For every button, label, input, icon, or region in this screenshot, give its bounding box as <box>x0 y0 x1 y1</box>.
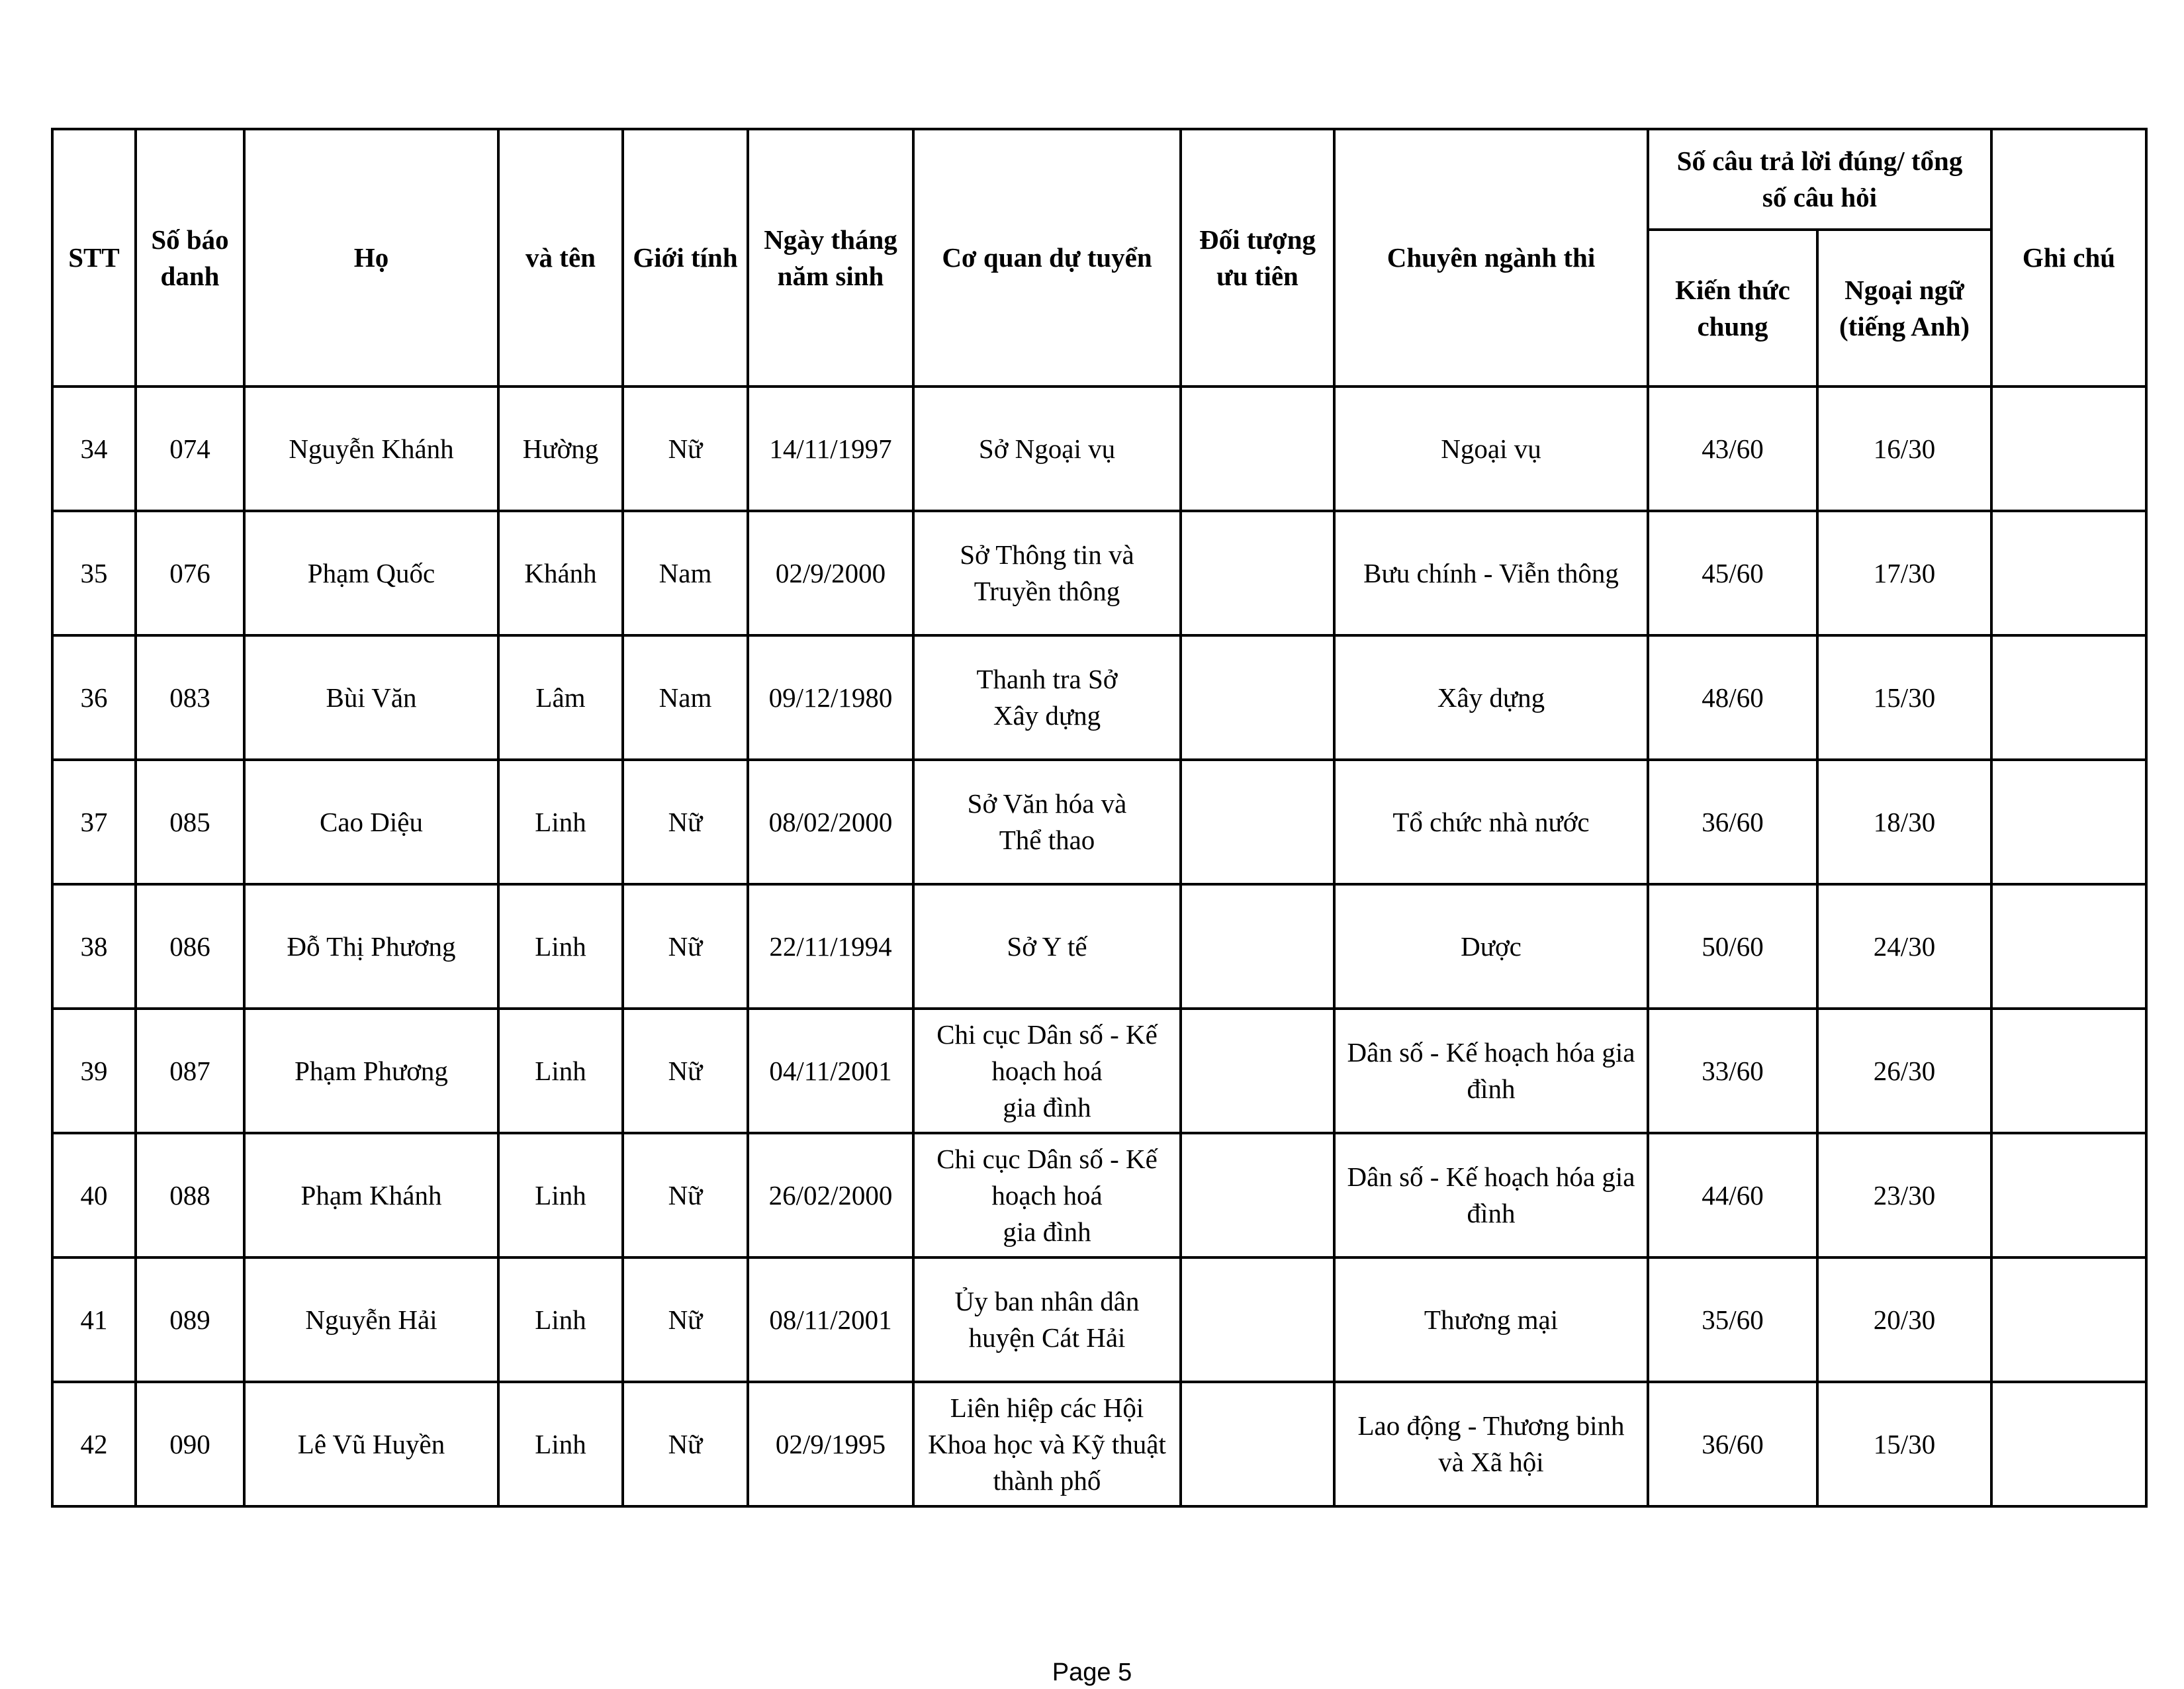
cell-ho: Phạm Quốc <box>244 511 498 635</box>
cell-kien-thuc: 43/60 <box>1648 387 1817 511</box>
cell-so-bao-danh: 090 <box>136 1382 244 1506</box>
cell-ghi-chu <box>1991 1257 2146 1382</box>
cell-doi-tuong <box>1181 635 1334 760</box>
cell-gioi-tinh: Nam <box>623 511 748 635</box>
cell-chuyen-nganh: Tổ chức nhà nước <box>1334 760 1648 884</box>
page-number: Page 5 <box>1052 1659 1132 1686</box>
header-ten: và tên <box>498 129 623 387</box>
cell-stt: 42 <box>52 1382 136 1506</box>
cell-co-quan: Sở Y tế <box>913 884 1181 1009</box>
cell-ngay-sinh: 14/11/1997 <box>748 387 913 511</box>
cell-doi-tuong <box>1181 387 1334 511</box>
cell-kien-thuc: 44/60 <box>1648 1133 1817 1257</box>
table-row <box>52 635 2146 760</box>
cell-doi-tuong <box>1181 1382 1334 1506</box>
header-doi-tuong: Đối tượng ưu tiên <box>1181 129 1334 387</box>
table-row <box>52 884 2146 1009</box>
table-row <box>52 1133 2146 1257</box>
cell-gioi-tinh: Nữ <box>623 1382 748 1506</box>
table-header <box>52 129 2146 387</box>
cell-ten: Khánh <box>498 511 623 635</box>
cell-gioi-tinh: Nữ <box>623 760 748 884</box>
cell-ngoai-ngu: 17/30 <box>1817 511 1991 635</box>
table-row <box>52 387 2146 511</box>
cell-kien-thuc: 36/60 <box>1648 760 1817 884</box>
cell-ghi-chu <box>1991 884 2146 1009</box>
header-chuyen-nganh: Chuyên ngành thi <box>1334 129 1648 387</box>
cell-ten: Hường <box>498 387 623 511</box>
cell-ho: Bùi Văn <box>244 635 498 760</box>
cell-chuyen-nganh: Bưu chính - Viễn thông <box>1334 511 1648 635</box>
cell-ten: Linh <box>498 1382 623 1506</box>
cell-ghi-chu <box>1991 1009 2146 1133</box>
cell-doi-tuong <box>1181 1009 1334 1133</box>
cell-ghi-chu <box>1991 511 2146 635</box>
header-so-bao-danh: Số báo danh <box>136 129 244 387</box>
cell-so-bao-danh: 085 <box>136 760 244 884</box>
cell-ngoai-ngu: 20/30 <box>1817 1257 1991 1382</box>
cell-stt: 34 <box>52 387 136 511</box>
cell-so-bao-danh: 089 <box>136 1257 244 1382</box>
cell-ghi-chu <box>1991 1133 2146 1257</box>
table-row <box>52 511 2146 635</box>
cell-ngoai-ngu: 18/30 <box>1817 760 1991 884</box>
cell-ten: Lâm <box>498 635 623 760</box>
cell-chuyen-nganh: Dân số - Kế hoạch hóa gia đình <box>1334 1133 1648 1257</box>
table-row <box>52 1382 2146 1506</box>
cell-so-bao-danh: 086 <box>136 884 244 1009</box>
cell-ngay-sinh: 08/11/2001 <box>748 1257 913 1382</box>
cell-doi-tuong <box>1181 760 1334 884</box>
cell-kien-thuc: 35/60 <box>1648 1257 1817 1382</box>
cell-kien-thuc: 48/60 <box>1648 635 1817 760</box>
cell-doi-tuong <box>1181 511 1334 635</box>
cell-ngoai-ngu: 15/30 <box>1817 1382 1991 1506</box>
cell-gioi-tinh: Nữ <box>623 1257 748 1382</box>
results-table <box>51 128 2148 1508</box>
table-row <box>52 1257 2146 1382</box>
cell-ngoai-ngu: 23/30 <box>1817 1133 1991 1257</box>
cell-ghi-chu <box>1991 387 2146 511</box>
table-row <box>52 760 2146 884</box>
cell-kien-thuc: 50/60 <box>1648 884 1817 1009</box>
cell-ten: Linh <box>498 760 623 884</box>
cell-ho: Phạm Phương <box>244 1009 498 1133</box>
header-gioi-tinh: Giới tính <box>623 129 748 387</box>
cell-stt: 39 <box>52 1009 136 1133</box>
cell-ho: Cao Diệu <box>244 760 498 884</box>
cell-stt: 40 <box>52 1133 136 1257</box>
cell-co-quan: Sở Văn hóa và Thể thao <box>913 760 1181 884</box>
cell-stt: 35 <box>52 511 136 635</box>
cell-ngay-sinh: 04/11/2001 <box>748 1009 913 1133</box>
cell-kien-thuc: 45/60 <box>1648 511 1817 635</box>
cell-ten: Linh <box>498 1257 623 1382</box>
cell-ten: Linh <box>498 884 623 1009</box>
cell-ngoai-ngu: 15/30 <box>1817 635 1991 760</box>
cell-co-quan: Ủy ban nhân dân huyện Cát Hải <box>913 1257 1181 1382</box>
cell-stt: 41 <box>52 1257 136 1382</box>
cell-ngoai-ngu: 24/30 <box>1817 884 1991 1009</box>
cell-ngoai-ngu: 16/30 <box>1817 387 1991 511</box>
cell-doi-tuong <box>1181 884 1334 1009</box>
cell-so-bao-danh: 076 <box>136 511 244 635</box>
cell-ho: Nguyễn Hải <box>244 1257 498 1382</box>
cell-chuyen-nganh: Lao động - Thương binh và Xã hội <box>1334 1382 1648 1506</box>
header-kien-thuc: Kiến thức chung <box>1648 230 1817 387</box>
header-ho: Họ <box>244 129 498 387</box>
header-row <box>52 129 2146 230</box>
cell-co-quan: Chi cục Dân số - Kế hoạch hoá gia đình <box>913 1009 1181 1133</box>
cell-ngay-sinh: 02/9/1995 <box>748 1382 913 1506</box>
cell-ho: Lê Vũ Huyền <box>244 1382 498 1506</box>
cell-chuyen-nganh: Dược <box>1334 884 1648 1009</box>
cell-co-quan: Liên hiệp các Hội Khoa học và Kỹ thuật thành phố <box>913 1382 1181 1506</box>
cell-ghi-chu <box>1991 635 2146 760</box>
cell-ngay-sinh: 26/02/2000 <box>748 1133 913 1257</box>
cell-ngay-sinh: 09/12/1980 <box>748 635 913 760</box>
cell-so-bao-danh: 087 <box>136 1009 244 1133</box>
cell-gioi-tinh: Nữ <box>623 1133 748 1257</box>
cell-co-quan: Sở Ngoại vụ <box>913 387 1181 511</box>
cell-chuyen-nganh: Thương mại <box>1334 1257 1648 1382</box>
cell-gioi-tinh: Nam <box>623 635 748 760</box>
cell-ho: Phạm Khánh <box>244 1133 498 1257</box>
header-ngoai-ngu: Ngoại ngữ (tiếng Anh) <box>1817 230 1991 387</box>
table-body <box>52 387 2146 1506</box>
cell-doi-tuong <box>1181 1133 1334 1257</box>
cell-gioi-tinh: Nữ <box>623 387 748 511</box>
header-ngay-sinh: Ngày tháng năm sinh <box>748 129 913 387</box>
cell-so-bao-danh: 083 <box>136 635 244 760</box>
cell-ngay-sinh: 22/11/1994 <box>748 884 913 1009</box>
cell-ngoai-ngu: 26/30 <box>1817 1009 1991 1133</box>
header-ghi-chu: Ghi chú <box>1991 129 2146 387</box>
cell-kien-thuc: 36/60 <box>1648 1382 1817 1506</box>
cell-gioi-tinh: Nữ <box>623 884 748 1009</box>
cell-ho: Nguyễn Khánh <box>244 387 498 511</box>
header-stt: STT <box>52 129 136 387</box>
cell-stt: 37 <box>52 760 136 884</box>
cell-co-quan: Sở Thông tin và Truyền thông <box>913 511 1181 635</box>
cell-co-quan: Thanh tra Sở Xây dựng <box>913 635 1181 760</box>
cell-stt: 36 <box>52 635 136 760</box>
header-co-quan: Cơ quan dự tuyển <box>913 129 1181 387</box>
cell-ho: Đỗ Thị Phương <box>244 884 498 1009</box>
cell-kien-thuc: 33/60 <box>1648 1009 1817 1133</box>
cell-chuyen-nganh: Ngoại vụ <box>1334 387 1648 511</box>
cell-ten: Linh <box>498 1133 623 1257</box>
table-row <box>52 1009 2146 1133</box>
cell-ghi-chu <box>1991 760 2146 884</box>
cell-ngay-sinh: 02/9/2000 <box>748 511 913 635</box>
cell-gioi-tinh: Nữ <box>623 1009 748 1133</box>
cell-chuyen-nganh: Xây dựng <box>1334 635 1648 760</box>
cell-so-bao-danh: 088 <box>136 1133 244 1257</box>
cell-ngay-sinh: 08/02/2000 <box>748 760 913 884</box>
cell-ghi-chu <box>1991 1382 2146 1506</box>
cell-ten: Linh <box>498 1009 623 1133</box>
cell-chuyen-nganh: Dân số - Kế hoạch hóa gia đình <box>1334 1009 1648 1133</box>
cell-stt: 38 <box>52 884 136 1009</box>
header-so-cau-group: Số câu trả lời đúng/ tổng số câu hỏi <box>1648 129 1991 230</box>
cell-so-bao-danh: 074 <box>136 387 244 511</box>
cell-doi-tuong <box>1181 1257 1334 1382</box>
cell-co-quan: Chi cục Dân số - Kế hoạch hoá gia đình <box>913 1133 1181 1257</box>
